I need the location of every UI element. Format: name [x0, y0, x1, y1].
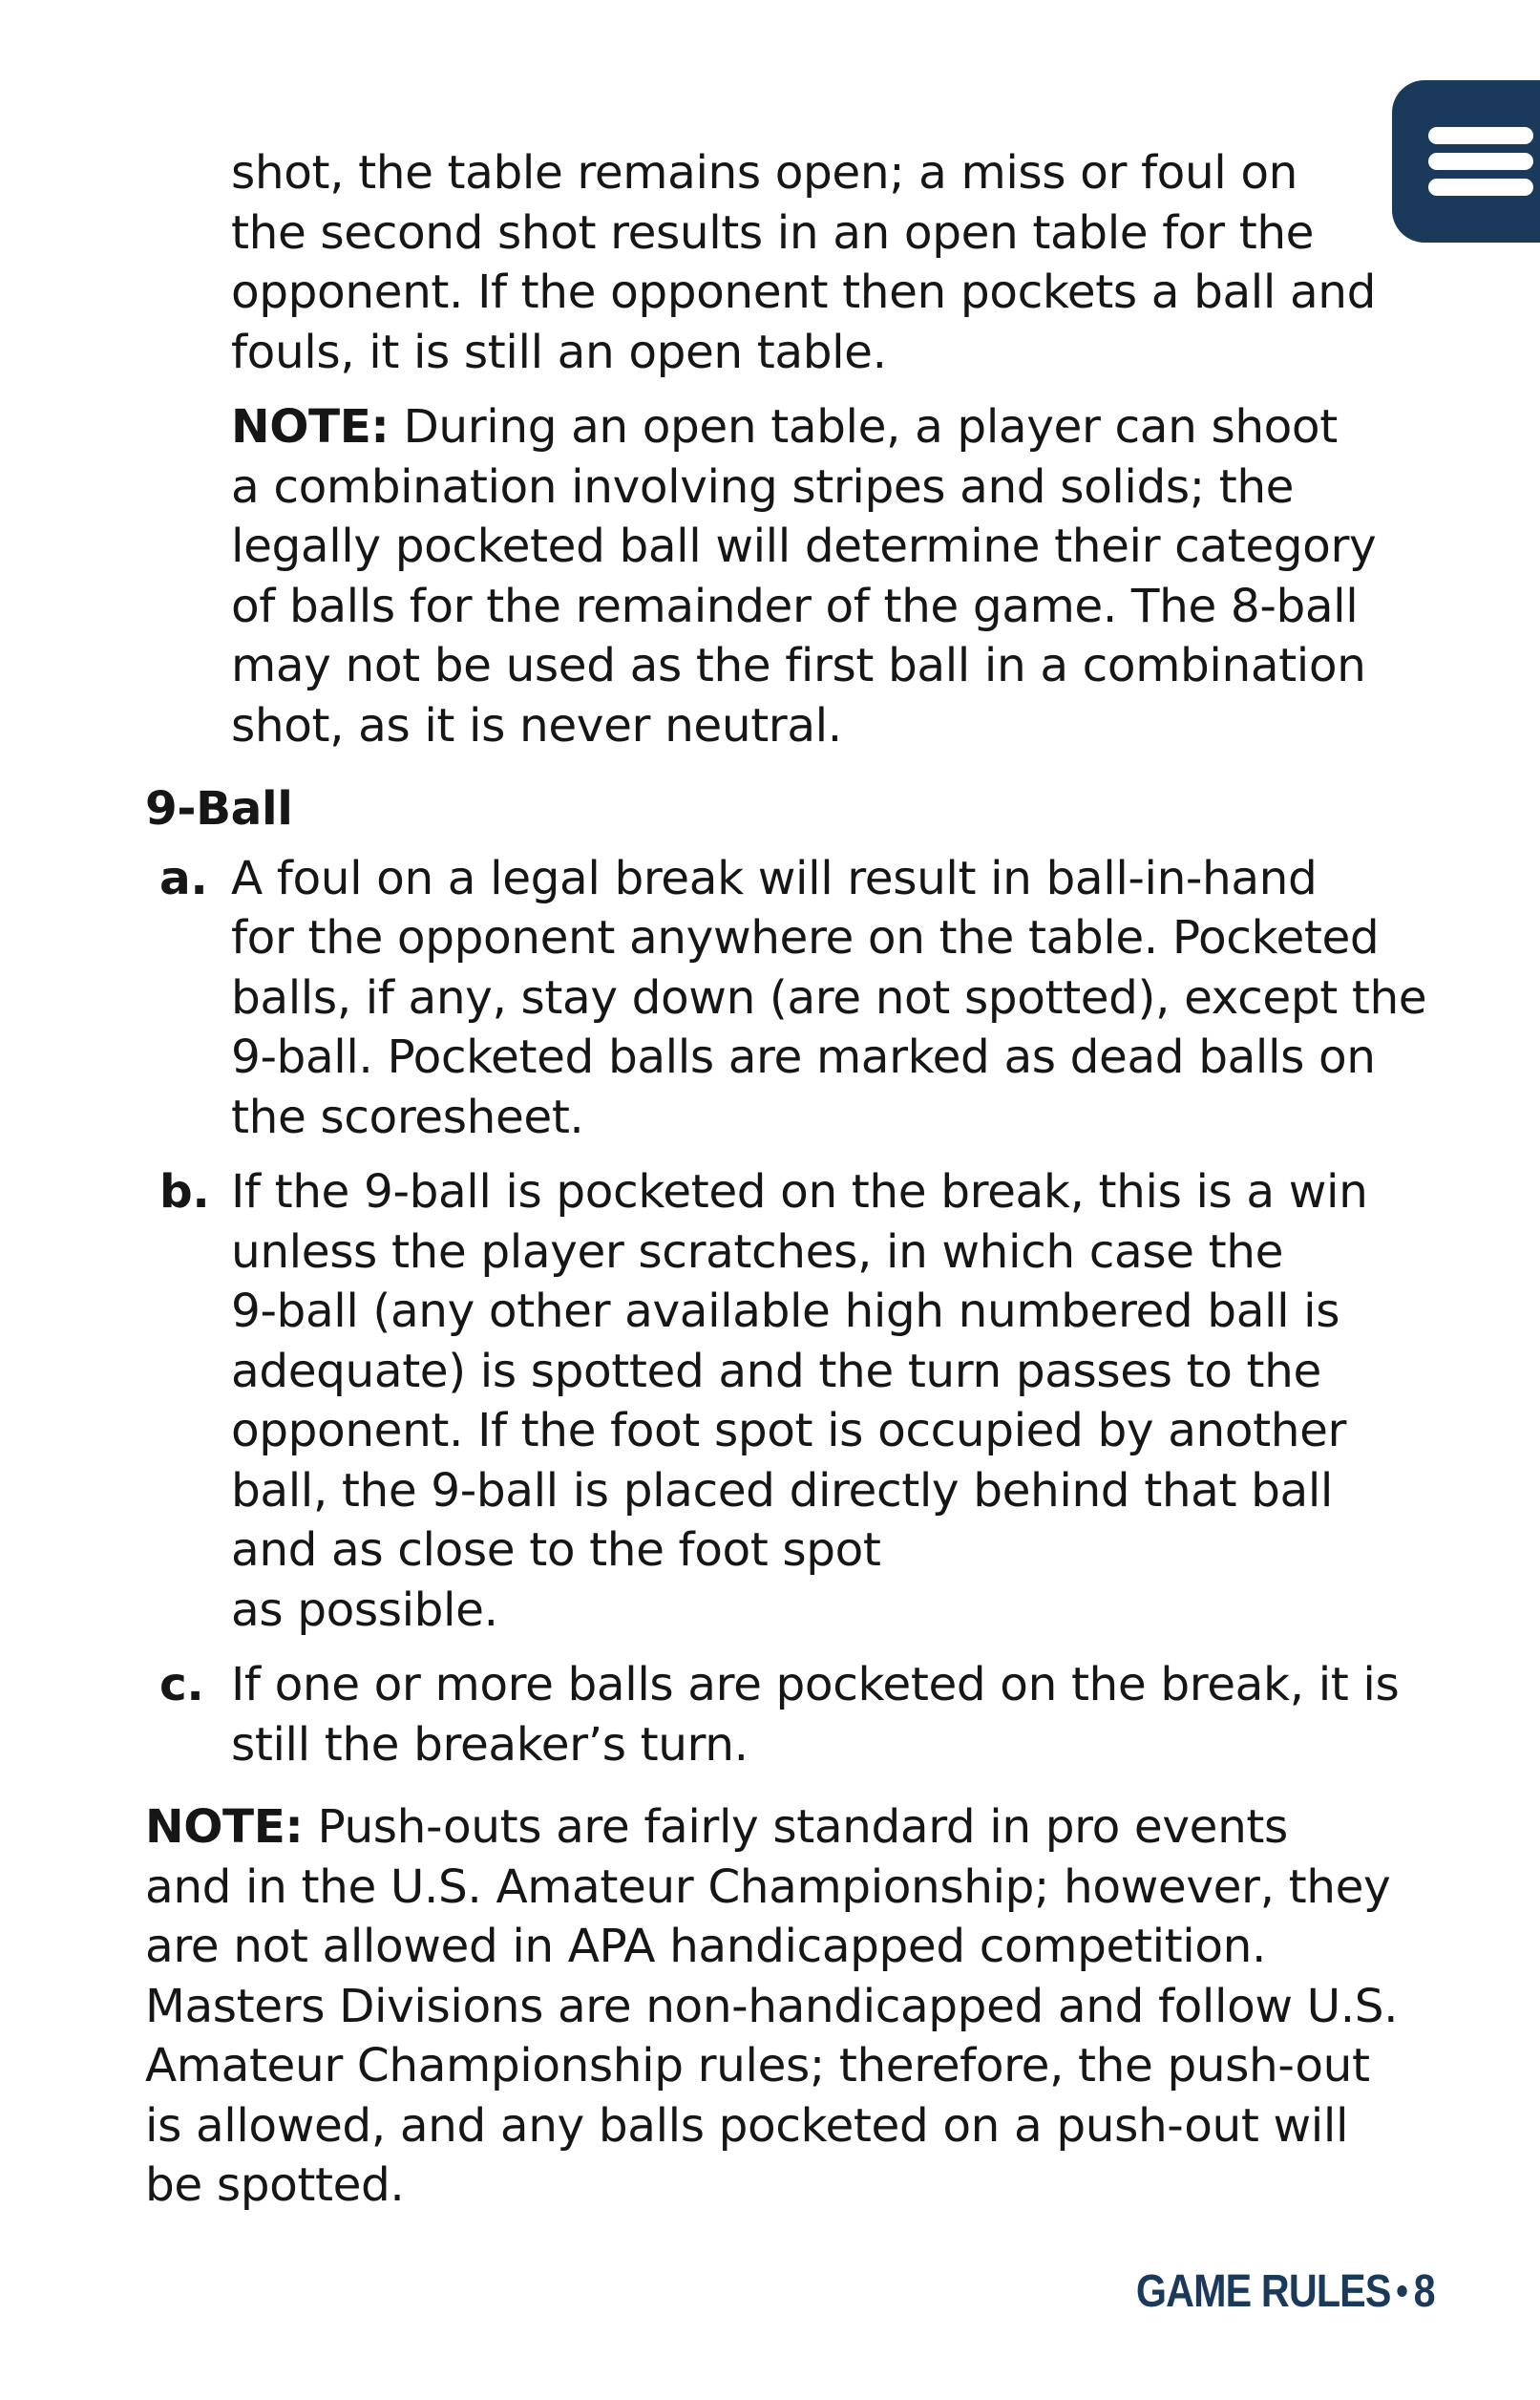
text-line: the second shot results in an open table for the	[231, 205, 1315, 260]
item-letter: b.	[159, 1165, 210, 1219]
page-body	[145, 143, 1427, 2216]
text-line: for the opponent anywhere on the table. Pocketed	[231, 911, 1380, 965]
text-line: adequate) is spotted and the turn passes to the	[231, 1344, 1321, 1398]
text-line: During an open table, a player can shoot	[389, 400, 1338, 454]
rule-item-a	[145, 849, 1427, 1148]
text-line: as possible.	[231, 1582, 498, 1637]
note-label: NOTE:	[145, 1800, 304, 1854]
page-footer	[1136, 2265, 1435, 2318]
text-line: Masters Divisions are non-handicapped and follow U.S.	[145, 1979, 1399, 2033]
bullet-separator	[1398, 2285, 1407, 2297]
footer-section-title: GAME RULES	[1136, 2266, 1391, 2317]
item-letter: c.	[159, 1658, 204, 1711]
text-line: shot, as it is never neutral.	[231, 698, 842, 753]
text-line: legally pocketed ball will determine their category	[231, 520, 1377, 573]
text-line: 9-ball (any other available high numbered ball is	[231, 1285, 1340, 1338]
text-line: balls, if any, stay down (are not spotted), except the	[231, 970, 1427, 1025]
text-line: A foul on a legal break will result in ball-in-hand	[231, 851, 1318, 905]
text-line: opponent. If the foot spot is occupied by another	[231, 1404, 1347, 1457]
text-line: If the 9-ball is pocketed on the break, this is a win	[231, 1165, 1368, 1219]
text-line: fouls, it is still an open table.	[231, 325, 887, 379]
page-number: 8	[1413, 2266, 1435, 2317]
intro-paragraph	[145, 143, 1415, 382]
text-line: the scoresheet.	[231, 1090, 584, 1144]
text-line: If one or more balls are pocketed on the break, it is	[231, 1658, 1400, 1711]
text-line: and in the U.S. Amateur Championship; however, they	[145, 1859, 1391, 1914]
section-heading: 9-Ball	[145, 782, 293, 836]
text-line: shot, the table remains open; a miss or foul on	[231, 146, 1297, 200]
note-label: NOTE:	[231, 400, 390, 454]
item-letter: a.	[159, 851, 208, 905]
text-line: may not be used as the first ball in a combination	[231, 639, 1366, 692]
text-line: ball, the 9-ball is placed directly behind that ball	[231, 1463, 1333, 1518]
text-line: Push-outs are fairly standard in pro events	[303, 1800, 1288, 1854]
rule-item-c	[145, 1655, 1415, 1774]
text-line: are not allowed in APA handicapped competition.	[145, 1920, 1266, 1973]
text-line: still the breaker’s turn.	[231, 1717, 749, 1772]
open-table-note	[145, 397, 1415, 755]
text-line: 9-ball. Pocketed balls are marked as dead balls on	[231, 1030, 1376, 1084]
text-line: be spotted.	[145, 2158, 405, 2212]
text-line: is allowed, and any balls pocketed on a push-out will	[145, 2098, 1349, 2153]
text-line: unless the player scratches, in which case the	[231, 1224, 1284, 1279]
text-line: and as close to the foot spot	[231, 1523, 881, 1577]
rule-item-b	[145, 1162, 1415, 1640]
text-line: Amateur Championship rules; therefore, the push-out	[145, 2039, 1370, 2092]
push-out-note	[145, 1797, 1415, 2216]
text-line: a combination involving stripes and solids; the	[231, 459, 1295, 514]
text-line: of balls for the remainder of the game. The 8-ball	[231, 579, 1359, 633]
text-line: opponent. If the opponent then pockets a ball and	[231, 265, 1376, 319]
